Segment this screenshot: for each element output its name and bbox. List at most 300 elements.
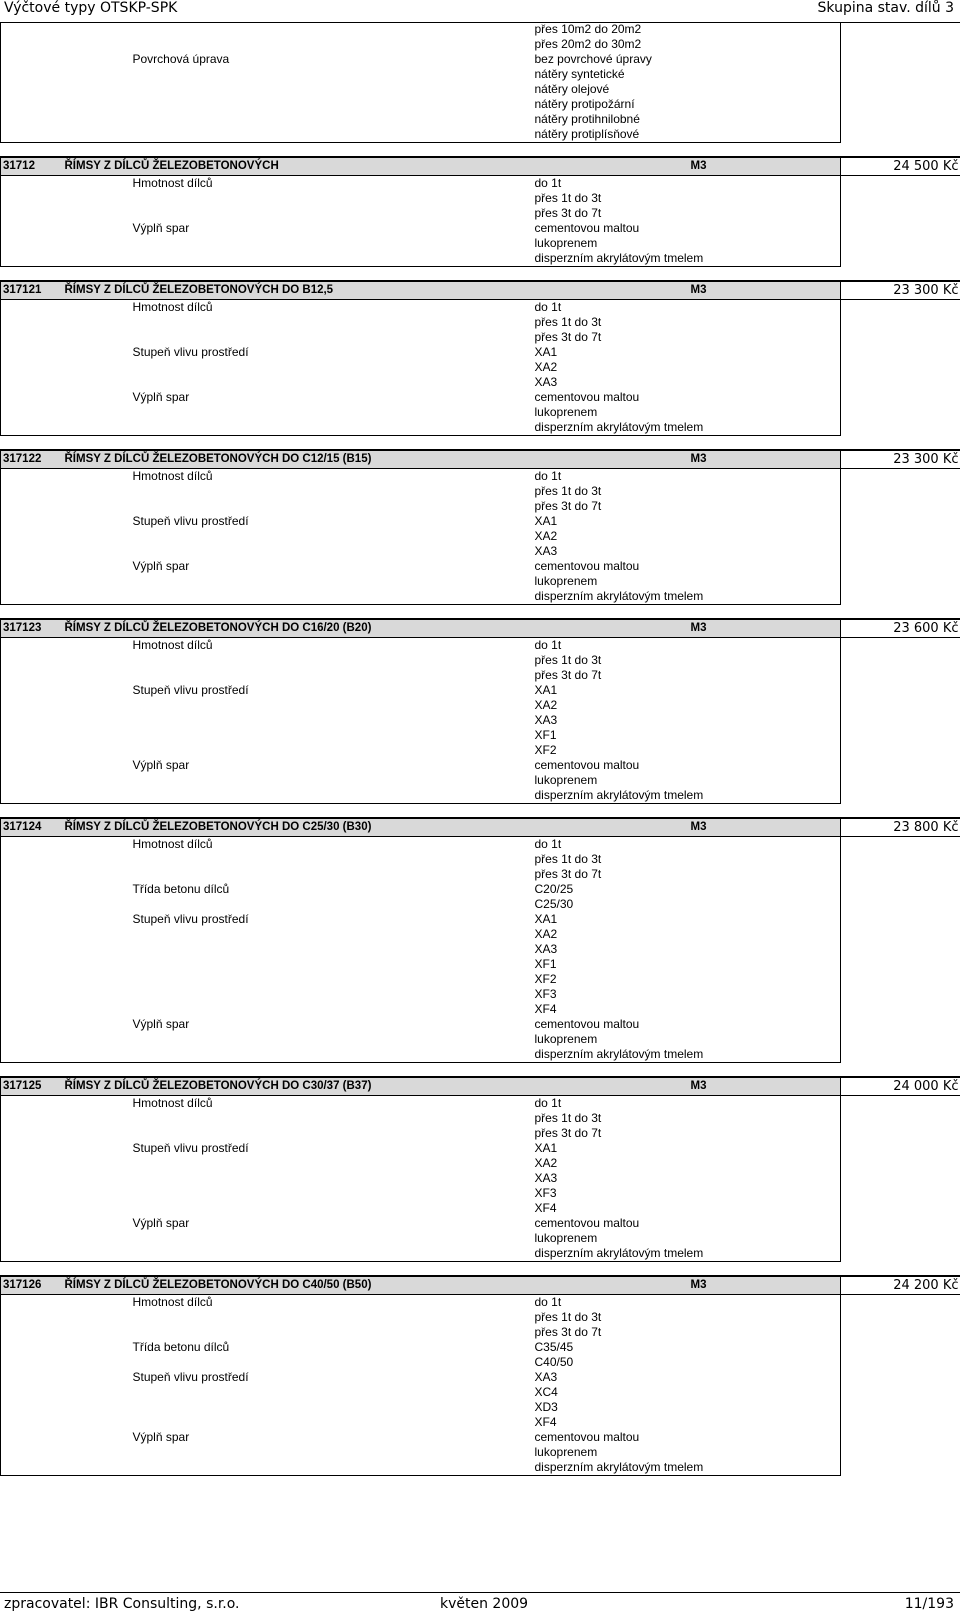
param-value: přes 3t do 7t <box>534 330 602 344</box>
param-row <box>1 345 960 360</box>
param-row <box>1 758 960 773</box>
param-label <box>63 127 533 143</box>
code-cell-empty <box>1 559 63 574</box>
param-value: XA2 <box>534 360 558 374</box>
unit-cell-empty <box>691 1325 841 1340</box>
param-row <box>1 837 960 853</box>
param-row <box>1 420 960 436</box>
unit-cell-empty <box>691 837 841 853</box>
param-row <box>1 206 960 221</box>
param-value: přes 3t do 7t <box>534 206 602 220</box>
param-value: XF3 <box>534 987 557 1001</box>
unit-cell-empty <box>691 1246 841 1262</box>
param-value: disperzním akrylátovým tmelem <box>534 1460 704 1474</box>
code-cell-empty <box>1 867 63 882</box>
spacer-row <box>1 267 960 282</box>
unit-cell-empty <box>691 589 841 605</box>
param-value: přes 1t do 3t <box>534 852 602 866</box>
item-unit: M3 <box>691 1077 841 1096</box>
code-cell-empty <box>1 251 63 267</box>
param-value: nátěry protipožární <box>534 97 635 111</box>
param-label: Stupeň vlivu prostředí <box>132 1370 249 1384</box>
param-value: XA2 <box>534 927 558 941</box>
item-header-row <box>1 157 960 176</box>
param-row <box>1 127 960 143</box>
code-cell-empty <box>1 773 63 788</box>
param-label <box>63 773 533 788</box>
code-cell-empty <box>1 37 63 52</box>
param-label <box>63 927 533 942</box>
unit-cell-empty <box>691 1385 841 1400</box>
param-value: lukoprenem <box>534 1231 598 1245</box>
spacer-cell <box>841 143 960 158</box>
price-cell-empty <box>841 1186 960 1201</box>
price-cell-empty <box>841 82 960 97</box>
param-value: disperzním akrylátovým tmelem <box>534 589 704 603</box>
price-cell-empty <box>841 330 960 345</box>
param-label: Stupeň vlivu prostředí <box>132 683 249 697</box>
param-row <box>1 390 960 405</box>
param-row <box>1 1111 960 1126</box>
price-cell-empty <box>841 67 960 82</box>
unit-cell-empty <box>691 405 841 420</box>
code-cell-empty <box>1 1385 63 1400</box>
price-cell-empty <box>841 529 960 544</box>
param-label <box>63 67 533 82</box>
footer-left-text: zpracovatel: IBR Consulting, s.r.o. <box>4 1596 240 1612</box>
param-value: XF1 <box>534 957 557 971</box>
param-row <box>1 1201 960 1216</box>
param-row <box>1 544 960 559</box>
spacer-cell <box>63 1262 533 1277</box>
param-row <box>1 191 960 206</box>
item-unit: M3 <box>691 619 841 638</box>
unit-cell-empty <box>691 499 841 514</box>
unit-cell-empty <box>691 897 841 912</box>
param-row <box>1 360 960 375</box>
param-label <box>63 1325 533 1340</box>
param-label: Stupeň vlivu prostředí <box>132 345 249 359</box>
param-label <box>63 653 533 668</box>
unit-cell-empty <box>691 1032 841 1047</box>
param-label: Stupeň vlivu prostředí <box>132 514 249 528</box>
param-label <box>63 206 533 221</box>
code-cell-empty <box>1 52 63 67</box>
price-cell-empty <box>841 1171 960 1186</box>
unit-cell-empty <box>691 544 841 559</box>
param-label <box>63 1047 533 1063</box>
unit-cell-empty <box>691 1096 841 1112</box>
price-cell-empty <box>841 758 960 773</box>
param-value: přes 1t do 3t <box>534 191 602 205</box>
price-cell-empty <box>841 251 960 267</box>
param-label <box>63 375 533 390</box>
unit-cell-empty <box>691 743 841 758</box>
param-value: XF1 <box>534 728 557 742</box>
spacer-cell <box>1 1262 63 1277</box>
param-label <box>63 191 533 206</box>
param-label <box>63 1002 533 1017</box>
param-row <box>1 653 960 668</box>
param-value: XA1 <box>534 1141 558 1155</box>
price-cell-empty <box>841 221 960 236</box>
code-cell-empty <box>1 897 63 912</box>
code-cell-empty <box>1 728 63 743</box>
spacer-cell <box>841 1262 960 1277</box>
code-cell-empty <box>1 1032 63 1047</box>
price-cell-empty <box>841 375 960 390</box>
price-cell-empty <box>841 1310 960 1325</box>
spacer-cell <box>841 1063 960 1078</box>
spacer-cell <box>841 804 960 819</box>
price-cell-empty <box>841 176 960 192</box>
price-cell-empty <box>841 728 960 743</box>
price-cell-empty <box>841 1430 960 1445</box>
code-cell-empty <box>1 1340 63 1355</box>
price-cell-empty <box>841 469 960 485</box>
param-value: XA1 <box>534 912 558 926</box>
param-label <box>63 112 533 127</box>
param-value: přes 1t do 3t <box>534 484 602 498</box>
spacer-cell <box>533 436 691 451</box>
code-cell-empty <box>1 345 63 360</box>
spacer-cell <box>63 436 533 451</box>
param-value: disperzním akrylátovým tmelem <box>534 1246 704 1260</box>
code-cell-empty <box>1 1295 63 1311</box>
param-row <box>1 574 960 589</box>
param-label <box>63 589 533 605</box>
param-row <box>1 221 960 236</box>
code-cell-empty <box>1 420 63 436</box>
param-value: lukoprenem <box>534 574 598 588</box>
param-value: nátěry protihnilobné <box>534 112 640 126</box>
spacer-cell <box>63 267 533 282</box>
param-row <box>1 1032 960 1047</box>
param-value: přes 1t do 3t <box>534 1111 602 1125</box>
header-right-text: Skupina stav. dílů 3 <box>817 0 954 16</box>
price-cell-empty <box>841 1216 960 1231</box>
param-row <box>1 1126 960 1141</box>
code-cell-empty <box>1 1246 63 1262</box>
param-value: XA3 <box>534 1171 558 1185</box>
code-cell-empty <box>1 1017 63 1032</box>
price-cell-empty <box>841 1017 960 1032</box>
param-row <box>1 1370 960 1385</box>
unit-cell-empty <box>691 390 841 405</box>
param-row <box>1 1325 960 1340</box>
unit-cell-empty <box>691 987 841 1002</box>
param-label <box>63 942 533 957</box>
price-cell-empty <box>841 683 960 698</box>
param-label <box>63 788 533 804</box>
spacer-cell <box>691 143 841 158</box>
code-cell-empty <box>1 957 63 972</box>
price-cell-empty <box>841 484 960 499</box>
param-value: do 1t <box>534 300 562 314</box>
param-row <box>1 1047 960 1063</box>
spacer-cell <box>691 804 841 819</box>
spacer-cell <box>63 143 533 158</box>
price-cell-empty <box>841 1201 960 1216</box>
code-cell-empty <box>1 1047 63 1063</box>
param-label: Hmotnost dílců <box>132 1295 213 1309</box>
param-label: Výplň spar <box>132 221 190 235</box>
unit-cell-empty <box>691 251 841 267</box>
spacer-cell <box>63 605 533 620</box>
param-row <box>1 668 960 683</box>
unit-cell-empty <box>691 1400 841 1415</box>
unit-cell-empty <box>691 1047 841 1063</box>
param-value: cementovou maltou <box>534 1430 640 1444</box>
param-row <box>1 52 960 67</box>
price-cell-empty <box>841 1355 960 1370</box>
code-cell-empty <box>1 514 63 529</box>
price-cell-empty <box>841 1400 960 1415</box>
price-cell-empty <box>841 837 960 853</box>
code-cell-empty <box>1 1111 63 1126</box>
code-cell-empty <box>1 683 63 698</box>
unit-cell-empty <box>691 927 841 942</box>
param-row <box>1 1385 960 1400</box>
unit-cell-empty <box>691 957 841 972</box>
price-cell-empty <box>841 360 960 375</box>
price-cell-empty <box>841 942 960 957</box>
code-cell-empty <box>1 405 63 420</box>
param-label <box>63 1246 533 1262</box>
item-price: 24 000 Kč <box>841 1077 960 1096</box>
param-row <box>1 499 960 514</box>
param-row <box>1 1156 960 1171</box>
param-value: XF4 <box>534 1201 557 1215</box>
param-label <box>63 544 533 559</box>
item-unit: M3 <box>691 450 841 469</box>
code-cell-empty <box>1 1002 63 1017</box>
price-cell-empty <box>841 987 960 1002</box>
param-row <box>1 1216 960 1231</box>
code-cell-empty <box>1 972 63 987</box>
param-value: XF4 <box>534 1415 557 1429</box>
code-cell-empty <box>1 698 63 713</box>
price-cell-empty <box>841 52 960 67</box>
code-cell-empty <box>1 82 63 97</box>
unit-cell-empty <box>691 867 841 882</box>
unit-cell-empty <box>691 1445 841 1460</box>
param-value: disperzním akrylátovým tmelem <box>534 251 704 265</box>
code-cell-empty <box>1 544 63 559</box>
unit-cell-empty <box>691 1002 841 1017</box>
item-unit: M3 <box>691 818 841 837</box>
item-code: 317124 <box>1 818 63 837</box>
spacer-row <box>1 605 960 620</box>
param-label <box>63 529 533 544</box>
unit-cell-empty <box>691 300 841 316</box>
code-cell-empty <box>1 97 63 112</box>
spacer-row <box>1 436 960 451</box>
unit-cell-empty <box>691 469 841 485</box>
spacer-cell <box>1 143 63 158</box>
item-header-row <box>1 1276 960 1295</box>
param-row <box>1 987 960 1002</box>
item-title: ŘÍMSY Z DÍLCŮ ŽELEZOBETONOVÝCH DO C25/30 (B30) <box>63 818 691 837</box>
param-label: Hmotnost dílců <box>132 176 213 190</box>
code-cell-empty <box>1 67 63 82</box>
code-cell-empty <box>1 1201 63 1216</box>
param-value: cementovou maltou <box>534 1017 640 1031</box>
param-label <box>63 1400 533 1415</box>
spacer-cell <box>533 605 691 620</box>
param-value: XF3 <box>534 1186 557 1200</box>
price-cell-empty <box>841 1156 960 1171</box>
param-row <box>1 912 960 927</box>
param-label <box>63 1460 533 1476</box>
item-unit: M3 <box>691 157 841 176</box>
unit-cell-empty <box>691 221 841 236</box>
param-row <box>1 37 960 52</box>
item-price: 23 300 Kč <box>841 281 960 300</box>
param-value: XA2 <box>534 698 558 712</box>
param-row <box>1 698 960 713</box>
unit-cell-empty <box>691 683 841 698</box>
param-row <box>1 1231 960 1246</box>
param-value: XC4 <box>534 1385 558 1399</box>
unit-cell-empty <box>691 37 841 52</box>
spacer-cell <box>63 1063 533 1078</box>
code-cell-empty <box>1 927 63 942</box>
unit-cell-empty <box>691 882 841 897</box>
unit-cell-empty <box>691 698 841 713</box>
code-cell-empty <box>1 1156 63 1171</box>
param-label <box>63 574 533 589</box>
price-cell-empty <box>841 1032 960 1047</box>
param-row <box>1 1400 960 1415</box>
param-value: XA3 <box>534 942 558 956</box>
price-cell-empty <box>841 1096 960 1112</box>
param-row <box>1 897 960 912</box>
param-row <box>1 927 960 942</box>
param-row <box>1 236 960 251</box>
param-label: Výplň spar <box>132 559 190 573</box>
param-row <box>1 484 960 499</box>
price-cell-empty <box>841 97 960 112</box>
param-value: disperzním akrylátovým tmelem <box>534 1047 704 1061</box>
item-price: 23 800 Kč <box>841 818 960 837</box>
spacer-cell <box>691 605 841 620</box>
param-label <box>63 972 533 987</box>
item-price: 23 600 Kč <box>841 619 960 638</box>
param-value: XA3 <box>534 713 558 727</box>
price-cell-empty <box>841 668 960 683</box>
param-label: Výplň spar <box>132 1430 190 1444</box>
param-label <box>63 1126 533 1141</box>
item-code: 317122 <box>1 450 63 469</box>
param-label: Hmotnost dílců <box>132 469 213 483</box>
param-value: cementovou maltou <box>534 390 640 404</box>
unit-cell-empty <box>691 912 841 927</box>
code-cell-empty <box>1 942 63 957</box>
unit-cell-empty <box>691 67 841 82</box>
param-value: XA2 <box>534 1156 558 1170</box>
param-value: C35/45 <box>534 1340 574 1354</box>
code-cell-empty <box>1 375 63 390</box>
param-row <box>1 788 960 804</box>
code-cell-empty <box>1 589 63 605</box>
price-cell-empty <box>841 514 960 529</box>
param-value: XA1 <box>534 514 558 528</box>
price-cell-empty <box>841 236 960 251</box>
code-cell-empty <box>1 484 63 499</box>
param-row <box>1 1445 960 1460</box>
item-header-row <box>1 1077 960 1096</box>
param-label <box>63 251 533 267</box>
param-label <box>63 499 533 514</box>
unit-cell-empty <box>691 559 841 574</box>
price-cell-empty <box>841 1047 960 1063</box>
param-label <box>63 484 533 499</box>
param-value: C40/50 <box>534 1355 574 1369</box>
price-cell-empty <box>841 405 960 420</box>
param-value: disperzním akrylátovým tmelem <box>534 788 704 802</box>
param-value: lukoprenem <box>534 1445 598 1459</box>
param-row <box>1 529 960 544</box>
param-row <box>1 1171 960 1186</box>
param-value: přes 3t do 7t <box>534 499 602 513</box>
code-cell-empty <box>1 112 63 127</box>
unit-cell-empty <box>691 97 841 112</box>
code-cell-empty <box>1 1096 63 1112</box>
price-cell-empty <box>841 37 960 52</box>
param-value: do 1t <box>534 469 562 483</box>
param-row <box>1 589 960 605</box>
item-price: 24 200 Kč <box>841 1276 960 1295</box>
param-label <box>63 420 533 436</box>
param-row <box>1 1096 960 1112</box>
price-cell-empty <box>841 206 960 221</box>
param-value: cementovou maltou <box>534 221 640 235</box>
code-cell-empty <box>1 529 63 544</box>
code-cell-empty <box>1 315 63 330</box>
price-cell-empty <box>841 927 960 942</box>
code-cell-empty <box>1 300 63 316</box>
param-row <box>1 559 960 574</box>
param-label <box>63 1310 533 1325</box>
code-cell-empty <box>1 638 63 654</box>
param-value: přes 3t do 7t <box>534 668 602 682</box>
code-cell-empty <box>1 360 63 375</box>
unit-cell-empty <box>691 713 841 728</box>
param-row <box>1 957 960 972</box>
item-unit: M3 <box>691 1276 841 1295</box>
param-label <box>63 1385 533 1400</box>
unit-cell-empty <box>691 82 841 97</box>
unit-cell-empty <box>691 1231 841 1246</box>
param-row <box>1 713 960 728</box>
spacer-cell <box>691 1063 841 1078</box>
param-row <box>1 1460 960 1476</box>
param-label: Výplň spar <box>132 1216 190 1230</box>
price-cell-empty <box>841 345 960 360</box>
price-cell-empty <box>841 1325 960 1340</box>
code-cell-empty <box>1 1355 63 1370</box>
param-value: přes 3t do 7t <box>534 867 602 881</box>
param-value: nátěry olejové <box>534 82 610 96</box>
param-row <box>1 683 960 698</box>
spacer-cell <box>1 267 63 282</box>
unit-cell-empty <box>691 1126 841 1141</box>
price-cell-empty <box>841 420 960 436</box>
param-label: Výplň spar <box>132 390 190 404</box>
param-row <box>1 852 960 867</box>
unit-cell-empty <box>691 1201 841 1216</box>
